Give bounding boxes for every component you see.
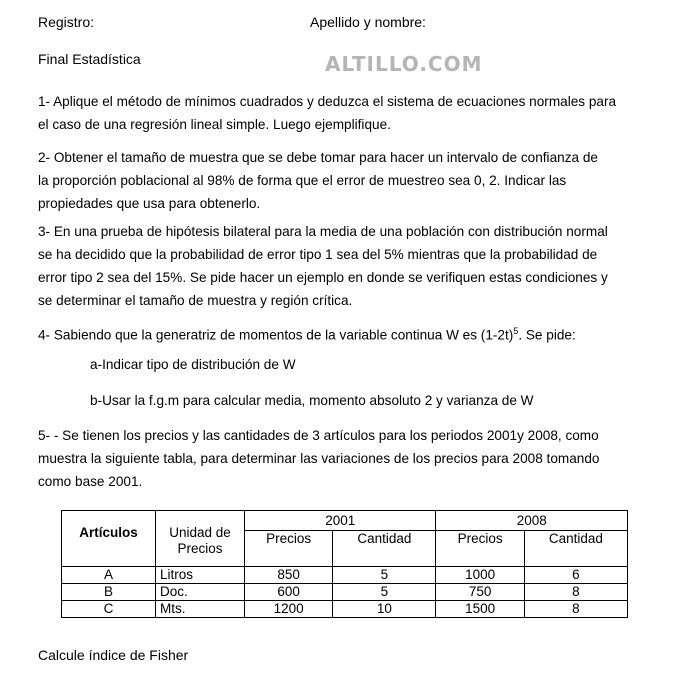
watermark: ALTILLO.COM bbox=[325, 52, 483, 76]
header-precios-2001: Precios bbox=[245, 531, 333, 567]
question-3 bbox=[38, 220, 688, 312]
question-5 bbox=[38, 424, 688, 493]
question-5-line: como base 2001. bbox=[38, 474, 143, 489]
header-year-2008: 2008 bbox=[436, 511, 628, 531]
header-precios-2008: Precios bbox=[436, 531, 524, 567]
cell-precio-2008: 1500 bbox=[436, 601, 524, 618]
cell-unidad: Doc. bbox=[156, 584, 245, 601]
question-3-line: se ha decidido que la probabilidad de error tipo 1 sea del 5% mientras que la probabilidad de bbox=[38, 247, 598, 262]
question-4 bbox=[38, 320, 688, 347]
cell-cantidad-2001: 5 bbox=[333, 567, 436, 584]
cell-articulo: B bbox=[62, 584, 156, 601]
header-unidad: Unidad de Precios bbox=[156, 511, 245, 567]
cell-unidad: Litros bbox=[156, 567, 245, 584]
table-row bbox=[62, 567, 628, 584]
question-4-item-a: a-Indicar tipo de distribución de W bbox=[90, 357, 296, 372]
apellido-nombre-label: Apellido y nombre: bbox=[310, 14, 426, 30]
cell-unidad: Mts. bbox=[156, 601, 245, 618]
cell-cantidad-2008: 8 bbox=[524, 584, 627, 601]
question-2-line: propiedades que usa para obtenerlo. bbox=[38, 196, 261, 211]
cell-precio-2008: 1000 bbox=[436, 567, 524, 584]
registro-label: Registro: bbox=[38, 14, 95, 30]
prices-table bbox=[61, 510, 628, 618]
question-3-line: se determinar el tamaño de muestra y región crítica. bbox=[38, 293, 353, 308]
question-5-line: 5- - Se tienen los precios y las cantidades de 3 artículos para los periodos 2001y 2008, como bbox=[38, 428, 599, 443]
table-row bbox=[62, 584, 628, 601]
header-year-2001: 2001 bbox=[245, 511, 436, 531]
question-4-text-end: . Se pide: bbox=[518, 327, 576, 343]
cell-cantidad-2008: 8 bbox=[524, 601, 627, 618]
question-3-line: 3- En una prueba de hipótesis bilateral para la media de una población con distribución normal bbox=[38, 224, 608, 239]
fisher-instruction: Calcule índice de Fisher bbox=[38, 647, 189, 663]
header-cantidad-2008: Cantidad bbox=[524, 531, 627, 567]
header-articulos: Artículos bbox=[62, 511, 156, 567]
cell-articulo: A bbox=[62, 567, 156, 584]
question-2 bbox=[38, 146, 688, 215]
question-2-line: la proporción poblacional al 98% de forma que el error de muestreo sea 0, 2. Indicar las bbox=[38, 173, 567, 188]
question-4-text: 4- Sabiendo que la generatriz de momentos de la variable continua W es (1-2t) bbox=[38, 327, 514, 343]
cell-articulo: C bbox=[62, 601, 156, 618]
question-3-line: error tipo 2 sea del 15%. Se pide hacer un ejemplo en donde se verifiquen estas condiciones y bbox=[38, 270, 608, 285]
question-1-line: 1- Aplique el método de mínimos cuadrados y deduzca el sistema de ecuaciones normales para bbox=[38, 94, 617, 109]
question-2-line: 2- Obtener el tamaño de muestra que se debe tomar para hacer un intervalo de confianza de bbox=[38, 150, 598, 165]
question-4-exponent: 5 bbox=[513, 326, 519, 336]
table-row bbox=[62, 601, 628, 618]
cell-cantidad-2001: 10 bbox=[333, 601, 436, 618]
question-5-line: muestra la siguiente tabla, para determinar las variaciones de los precios para 2008 tomando bbox=[38, 451, 600, 466]
cell-cantidad-2008: 6 bbox=[524, 567, 627, 584]
question-1-line: el caso de una regresión lineal simple. Luego ejemplifique. bbox=[38, 117, 391, 132]
cell-cantidad-2001: 5 bbox=[333, 584, 436, 601]
cell-precio-2008: 750 bbox=[436, 584, 524, 601]
question-1 bbox=[38, 90, 688, 136]
question-4-item-b: b-Usar la f.g.m para calcular media, momento absoluto 2 y varianza de W bbox=[90, 393, 534, 408]
cell-precio-2001: 1200 bbox=[245, 601, 333, 618]
header-cantidad-2001: Cantidad bbox=[333, 531, 436, 567]
cell-precio-2001: 600 bbox=[245, 584, 333, 601]
cell-precio-2001: 850 bbox=[245, 567, 333, 584]
exam-title: Final Estadística bbox=[38, 51, 141, 67]
